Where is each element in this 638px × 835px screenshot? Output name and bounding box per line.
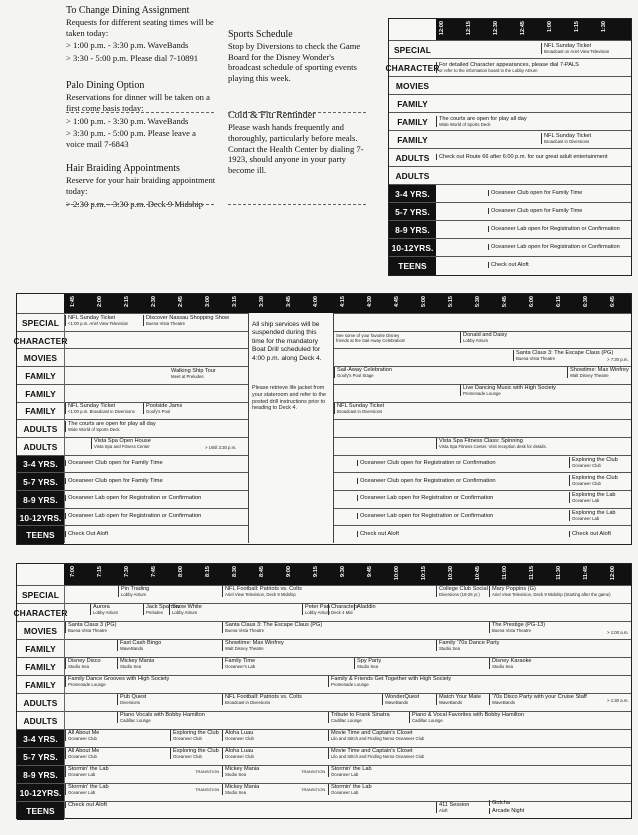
schedule-grid-afternoon-early <box>385 18 632 276</box>
time-tick: 6:15 <box>556 296 562 308</box>
event[interactable]: NFL Sunday Ticket Broadcast in Diversions <box>541 133 591 144</box>
row-label: ADULTS <box>23 716 58 726</box>
event[interactable]: Exploring the Lab Oceaneer Lab <box>569 510 616 521</box>
event-note: > 1:30 a.m. <box>607 698 629 703</box>
event[interactable]: Fast Cash Bingo WaveBands <box>117 640 161 651</box>
event[interactable]: '70s Disco Party with your Cruise Staff WaveBands <box>489 694 587 705</box>
info-title: Sports Schedule <box>228 29 293 40</box>
transition-label: TRANSITION <box>195 769 220 774</box>
info-item: > 1:00 p.m. - 3:30 p.m. WaveBands <box>66 115 189 126</box>
time-tick: 9:00 <box>286 566 292 578</box>
event[interactable]: Aurora Lobby Atrium <box>90 604 118 615</box>
time-tick: 12:00 <box>439 21 445 36</box>
event[interactable]: Check out Aloft <box>357 531 399 537</box>
row-label: FAMILY <box>25 388 56 399</box>
info-title: Palo Dining Option <box>66 80 145 92</box>
time-tick: 1:15 <box>574 21 580 33</box>
row-label: ADULTS <box>23 424 58 435</box>
row-label: FAMILY <box>397 117 428 127</box>
transition-label: TRANSITION <box>195 787 220 792</box>
schedule-row <box>17 801 631 820</box>
row-label: FAMILY <box>25 680 56 690</box>
divider <box>66 112 214 113</box>
info-item: > 3:30 p.m. - 5:00 p.m. Please leave a voice mail 7-6843 <box>66 128 196 149</box>
time-tick: 9:15 <box>313 566 319 578</box>
time-tick: 3:45 <box>286 296 292 308</box>
info-title: To Change Dining Assignment <box>66 5 190 16</box>
time-tick: 5:00 <box>421 296 427 308</box>
time-tick: 9:30 <box>340 566 346 578</box>
time-tick: 11:30 <box>556 566 562 580</box>
row-label: MOVIES <box>395 81 430 91</box>
event[interactable]: Piano & Vocal Favorites with Bobby Hamilton Cadillac Lounge <box>409 712 524 723</box>
event[interactable]: Check out Aloft <box>488 262 529 268</box>
time-tick: 2:45 <box>178 296 184 308</box>
event[interactable]: Jack Sparrow Preludes <box>143 604 180 615</box>
event[interactable]: Sail-Away Celebration Goofy's Pool Stage <box>334 367 392 378</box>
event[interactable]: Poolside Jams Goofy's Pool <box>143 403 182 414</box>
event[interactable]: Oceaneer Lab open for Registration or Confirmation <box>65 495 201 501</box>
event[interactable]: Oceaneer Club open for Registration or Confirmation <box>357 460 496 466</box>
info-body: Requests for different seating times will be taken today: <box>66 17 214 38</box>
time-tick: 7:00 <box>70 566 76 578</box>
event[interactable]: NFL Football: Patriots vs. Colts Ariel View Television, Deck 9 Midship <box>222 586 302 597</box>
event[interactable]: Oceaneer Lab open for Registration or Confirmation <box>488 244 620 250</box>
row-family <box>389 94 631 113</box>
event[interactable]: NFL Sunday Ticket <1:00 p.m. Broadcast in Diversions <box>65 403 135 414</box>
time-tick: 5:30 <box>475 296 481 308</box>
schedule-grid-evening <box>13 563 632 819</box>
event[interactable]: Family & Friends Get Together with High Society Promenade Lounge <box>328 676 451 687</box>
row-label: 10-12YRS. <box>17 509 64 527</box>
time-tick: 12:45 <box>520 21 526 36</box>
row-label: TEENS <box>17 802 64 820</box>
event[interactable]: Oceaneer Lab open for Registration or Confirmation <box>357 513 493 519</box>
row-label: TEENS <box>389 257 436 275</box>
time-tick: 12:30 <box>493 21 499 36</box>
event[interactable]: NFL Sunday Ticket Broadcast in Diversions <box>334 403 384 414</box>
event[interactable]: Exploring the Club Oceaneer Club <box>170 748 219 759</box>
row-movies <box>389 76 631 95</box>
time-tick: 8:15 <box>205 566 211 578</box>
schedule-row <box>17 729 631 748</box>
schedule-grid-afternoon <box>13 293 632 545</box>
divider <box>228 204 366 205</box>
row-label: SPECIAL <box>22 317 59 328</box>
row-label: SPECIAL <box>394 45 431 55</box>
event[interactable]: NFL Football: Patriots vs. Colts Broadcast in Diversions <box>222 694 302 705</box>
event[interactable]: College Club Social Diversions (18-25 yr.) <box>436 586 488 597</box>
event[interactable]: NFL Sunday Ticket <1:00 p.m. Ariel View Television <box>65 315 128 326</box>
transition-label: TRANSITION <box>301 787 326 792</box>
event[interactable]: Santa Claus 3: The Escape Claus (PG) Buena Vista Theatre <box>222 622 322 633</box>
time-tick: 5:15 <box>448 296 454 308</box>
event[interactable]: Movie Time and Captain's Closet Lilo and Stitch and Finding Nemo Oceaneer Club <box>328 748 424 759</box>
event[interactable]: Family Dance Grooves with High Society Promenade Lounge <box>65 676 169 687</box>
row-label: ADULTS <box>23 441 58 452</box>
time-tick: 11:45 <box>583 566 589 580</box>
row-label: 8-9 YRS. <box>389 221 436 239</box>
row-label: FAMILY <box>397 135 428 145</box>
row-kids-8-9 <box>389 220 631 239</box>
row-special <box>389 40 631 59</box>
event[interactable]: See some of your favorite Disney friends at the Sail-Away Celebration! <box>336 333 406 343</box>
info-body: Stop by Diversions to check the Game Board for the Disney Wonder's broadcast schedule of sporting events playing this week. <box>228 41 361 83</box>
schedule-row <box>17 657 631 676</box>
row-adults <box>389 148 631 167</box>
event[interactable]: Exploring the Club Oceaneer Club <box>170 730 219 741</box>
event[interactable]: Mickey Mania Studio Sea <box>117 658 154 669</box>
time-tick: 7:15 <box>97 566 103 578</box>
info-title: Cold & Flu Reminder <box>228 110 316 122</box>
time-tick: 4:30 <box>367 296 373 308</box>
info-item: > 1:00 p.m. - 3:30 p.m. WaveBands <box>66 40 189 51</box>
row-family <box>389 130 631 149</box>
row-label: MOVIES <box>23 353 58 364</box>
event[interactable]: Showtime: Max Winfrey Walt Disney Theatre <box>222 640 284 651</box>
event[interactable]: Live Dancing Music with High Society Promenade Lounge <box>460 385 556 396</box>
row-label: FAMILY <box>25 662 56 672</box>
event[interactable]: Mickey Mania Studio Sea <box>222 766 259 777</box>
event[interactable]: Exploring the Club Oceaneer Club <box>569 457 618 468</box>
row-label: 10-12YRS. <box>17 784 64 802</box>
event[interactable]: Oceaneer Club open for Family Time <box>65 478 163 484</box>
event[interactable]: Family Time Oceaneer's Lab <box>222 658 255 669</box>
time-header <box>436 19 631 40</box>
time-tick: 8:30 <box>232 566 238 578</box>
event[interactable]: Stormin' the Lab Oceaneer Lab <box>65 784 109 795</box>
event[interactable]: Check out Route 66 after 6:00 p.m. for our great adult entertainment <box>436 154 608 160</box>
row-label: SPECIAL <box>22 590 59 600</box>
row-kids-3-4 <box>389 184 631 203</box>
row-label: FAMILY <box>25 406 56 417</box>
time-tick: 11:00 <box>502 566 508 580</box>
info-left <box>66 4 216 209</box>
row-label: 5-7 YRS. <box>389 203 436 221</box>
event[interactable]: WonderQuest WaveBands <box>382 694 419 705</box>
time-tick: 1:30 <box>601 21 607 33</box>
time-tick: 10:15 <box>421 566 427 581</box>
info-title: Hair Braiding Appointments <box>66 163 180 175</box>
row-label: FAMILY <box>25 370 56 381</box>
event[interactable]: Oceaneer Lab open for Registration or Confirmation <box>357 495 493 501</box>
time-tick: 7:30 <box>124 566 130 578</box>
event-note: > Until 3:30 p.m. <box>205 445 237 450</box>
boat-drill-instructions: Please retrieve life jacket from your stateroom and refer to the posted drill instructions prior to heading to Deck 4. <box>252 385 327 412</box>
info-item: > 3:30 - 5:00 p.m. Please dial 7-10891 <box>66 52 199 63</box>
row-label: ADULTS <box>395 171 430 181</box>
row-kids-10-12 <box>389 238 631 257</box>
row-label: 5-7 YRS. <box>17 473 64 491</box>
event[interactable]: Stormin' the Lab Oceaneer Lab <box>328 784 372 795</box>
event[interactable]: Check out Aloft <box>569 531 611 537</box>
time-tick: 1:45 <box>70 296 76 308</box>
event[interactable]: Stormin' the Lab Oceaneer Lab <box>65 766 109 777</box>
time-tick: 10:45 <box>475 566 481 581</box>
time-tick: 11:15 <box>529 566 535 580</box>
time-tick: 8:00 <box>178 566 184 578</box>
info-body: Reservations for dinner will be taken on a first come basis today: <box>66 92 210 113</box>
event[interactable]: The Prestige (PG-13) Buena Vista Theatre <box>489 622 545 633</box>
event[interactable]: Oceaneer Lab open for Registration or Confirmation <box>65 513 201 519</box>
row-label: FAMILY <box>397 99 428 109</box>
row-label: CHARACTER <box>385 63 440 73</box>
event[interactable]: Oceaneer Lab open for Registration or Confirmation <box>488 226 620 232</box>
info-item: > 2:30 p.m. - 3:30 p.m. Deck 9 Midship <box>66 198 204 209</box>
event[interactable]: Oceaneer Club open for Family Time <box>65 460 163 466</box>
info-body: Please wash hands frequently and thoroughly, particularly before meals. Contact the Health Center by dialing 7-1923, should anyone in your party become ill. <box>228 122 364 175</box>
event[interactable]: Spy Party Studio Sea <box>354 658 381 669</box>
event[interactable]: Disney Karaoke Studio Sea <box>489 658 532 669</box>
time-tick: 1:00 <box>547 21 553 33</box>
event[interactable]: Exploring the Club Oceaneer Club <box>569 475 618 486</box>
event[interactable]: For detailed Character appearances, please dial 7-PALS or refer to the information board in the Lobby Atrium <box>436 62 579 73</box>
row-label: 8-9 YRS. <box>17 491 64 509</box>
divider <box>228 112 366 113</box>
row-label: FAMILY <box>25 644 56 654</box>
time-tick: 6:30 <box>583 296 589 308</box>
event[interactable]: Aladdin <box>354 604 376 610</box>
event[interactable]: Mickey Mania Studio Sea <box>222 784 259 795</box>
event[interactable]: Tribute to Frank Sinatra Cadillac Lounge <box>328 712 390 723</box>
event[interactable]: Showtime: Max Winfrey Walt Disney Theatre <box>567 367 629 378</box>
time-tick: 3:00 <box>205 296 211 308</box>
time-tick: 10:30 <box>448 566 454 581</box>
time-tick: 6:00 <box>529 296 535 308</box>
event[interactable]: Check out Aloft <box>65 802 107 808</box>
time-tick: 2:00 <box>97 296 103 308</box>
event[interactable]: Vista Spa Open House Vista Spa and Fitness Center <box>91 438 151 449</box>
event[interactable]: Santa Claus 3: The Escape Claus (PG) Buena Vista Theatre <box>513 350 613 361</box>
event[interactable]: Exploring the Lab Oceaneer Lab <box>569 492 616 503</box>
event[interactable]: Oceaneer Club open for Registration or Confirmation <box>357 478 496 484</box>
info-right <box>228 28 368 175</box>
event[interactable]: Santa Claus 3 (PG) Buena Vista Theatre <box>65 622 117 633</box>
event[interactable]: All About Me Oceaneer Club <box>65 730 99 741</box>
event[interactable]: Snow White Lobby Atrium <box>169 604 202 615</box>
time-tick: 3:30 <box>259 296 265 308</box>
event[interactable]: Pub Quest Diversions <box>117 694 146 705</box>
event[interactable]: Peter Pan Lobby Atrium <box>302 604 330 615</box>
event[interactable]: Donald and Daisy Lobby Atrium <box>460 332 507 343</box>
event[interactable]: The courts are open for play all day Wide World of Sports Deck <box>436 116 527 127</box>
time-tick: 12:00 <box>610 566 616 581</box>
event[interactable]: Stormin' the Lab Oceaneer Lab <box>328 766 372 777</box>
row-label: 5-7 YRS. <box>17 748 64 766</box>
row-label: ADULTS <box>23 698 58 708</box>
row-label: CHARACTER <box>13 335 68 346</box>
event-note: > 7:30 p.m. <box>607 357 629 362</box>
divider <box>66 204 214 205</box>
event[interactable]: Oceaneer Club open for Family Time <box>488 190 582 196</box>
row-label: CHARACTER <box>13 608 68 618</box>
time-tick: 9:45 <box>367 566 373 578</box>
event[interactable]: Aloha Luau Oceaneer Club <box>222 730 254 741</box>
transition-label: TRANSITION <box>301 769 326 774</box>
time-tick: 2:30 <box>151 296 157 308</box>
time-tick: 4:00 <box>313 296 319 308</box>
event[interactable]: Piano Vocals with Bobby Hamilton Cadillac Lounge <box>117 712 205 723</box>
event[interactable]: All About Me Oceaneer Club <box>65 748 99 759</box>
row-label: 10-12YRS. <box>389 239 436 257</box>
time-tick: 5:45 <box>502 296 508 308</box>
event[interactable]: Vista Spa Fitness Class: Spinning Vista Spa Fitness Center. Visit reception desk for details. <box>436 438 547 449</box>
schedule-row <box>17 639 631 658</box>
time-tick: 7:45 <box>151 566 157 578</box>
event[interactable]: Discover Nassau Shopping Show Buena Vista Theatre <box>143 315 229 326</box>
row-kids-5-7 <box>389 202 631 221</box>
time-tick: 6:45 <box>610 296 616 308</box>
time-header <box>64 294 631 313</box>
event[interactable]: Arcade Night <box>489 808 524 814</box>
event[interactable]: Oceaneer Club open for Family Time <box>488 208 582 214</box>
row-label: 3-4 YRS. <box>17 730 64 748</box>
row-label: MOVIES <box>23 626 58 636</box>
boat-drill-column <box>248 313 334 543</box>
time-tick: 4:45 <box>394 296 400 308</box>
event[interactable]: Pin Trading Lobby Atrium <box>118 586 149 597</box>
time-tick: 3:15 <box>232 296 238 308</box>
event[interactable]: Walking Ship Tour Meet at Preludes <box>171 368 216 380</box>
time-header <box>64 564 631 585</box>
event[interactable]: Match Your Mate WaveBands <box>436 694 481 705</box>
event-note: > 1:00 a.m. <box>607 630 629 635</box>
schedule-row <box>17 711 631 730</box>
event[interactable]: Check Out Aloft <box>65 531 108 537</box>
row-label: 3-4 YRS. <box>17 456 64 474</box>
boat-drill-notice: All ship services will be suspended during this time for the mandatory Boat Drill scheduled for 4:00 p.m. along Deck 4. <box>252 321 322 362</box>
row-label: ADULTS <box>395 153 430 163</box>
info-body: Reserve for your hair braiding appointment today: <box>66 175 216 196</box>
event[interactable]: Disney Disco Studio Sea <box>65 658 101 669</box>
event[interactable]: NFL Sunday Ticket Broadcast on Ariel View Television <box>541 43 609 54</box>
time-tick: 10:00 <box>394 566 400 581</box>
event[interactable]: 411 Session Aloft <box>436 802 469 813</box>
event[interactable]: Mary Poppins (G) Ariel View Television, Deck 9 Midship (Starting after the game) <box>489 586 611 597</box>
time-tick: 4:15 <box>340 296 346 308</box>
time-tick: 2:15 <box>124 296 130 308</box>
row-character <box>385 58 631 77</box>
row-label: 3-4 YRS. <box>389 185 436 203</box>
time-tick: 12:15 <box>466 21 472 36</box>
row-label: TEENS <box>17 526 64 544</box>
schedule-row <box>17 747 631 766</box>
event[interactable]: Aloha Luau Oceaneer Club <box>222 748 254 759</box>
event[interactable]: Family '70s Dance Party Studio Sea <box>436 640 499 651</box>
row-family <box>389 112 631 131</box>
event[interactable]: Gotcha <box>489 800 510 806</box>
row-label: 8-9 YRS. <box>17 766 64 784</box>
event[interactable]: The courts are open for play all day Wide World of Sports Deck <box>65 421 156 432</box>
event[interactable]: Movie Time and Captain's Closet Lilo and Stitch and Finding Nemo Oceaneer Club <box>328 730 424 741</box>
time-tick: 8:45 <box>259 566 265 578</box>
row-adults <box>389 166 631 185</box>
event[interactable]: Characters Deck 4 Mid <box>328 604 358 615</box>
row-teens <box>389 256 631 275</box>
